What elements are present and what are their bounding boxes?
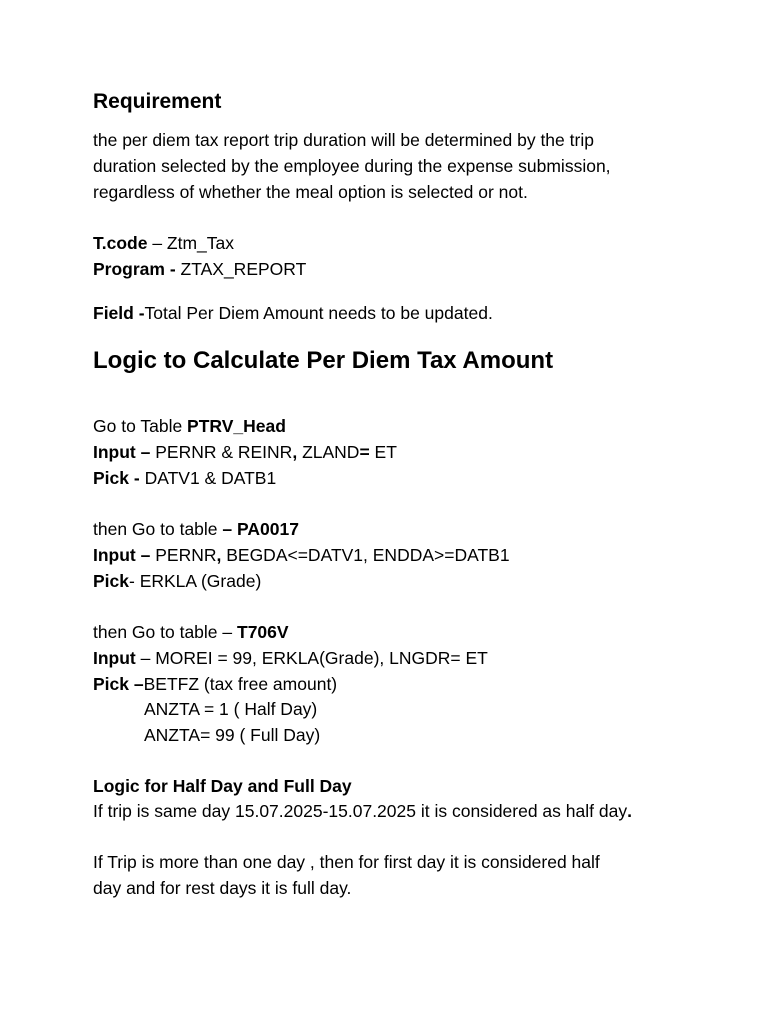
step3-input-line	[93, 647, 488, 669]
step2-table: – PA0017	[222, 519, 299, 539]
requirement-paragraph-line-1: the per diem tax report trip duration will be determined by the trip	[93, 130, 594, 150]
step3-input-value: – MOREI = 99, ERKLA(Grade), LNGDR= ET	[135, 648, 488, 668]
step2-intro-line	[93, 518, 299, 540]
half-full-line-1-text: If trip is same day 15.07.2025-15.07.2025 it is considered as half day	[93, 801, 628, 821]
program-value: ZTAX_REPORT	[175, 259, 307, 279]
step3-table: T706V	[237, 622, 289, 642]
half-full-paragraph-line-2: day and for rest days it is full day.	[93, 878, 352, 898]
field-label: Field -	[93, 303, 145, 323]
tcode-label: T.code	[93, 233, 148, 253]
step1-input-eq: =	[359, 442, 370, 462]
tcode-line	[93, 232, 234, 254]
step2-input-label: Input –	[93, 545, 151, 565]
step2-pick-line	[93, 570, 261, 592]
step1-input-value-c: ET	[369, 442, 397, 462]
step3-intro-line	[93, 621, 289, 643]
step3-input-label: Input	[93, 648, 136, 668]
step1-pick-line	[93, 467, 276, 489]
step1-intro-line	[93, 415, 286, 437]
field-value: Total Per Diem Amount needs to be updated.	[144, 303, 493, 323]
step3-option-full-day: ANZTA= 99 ( Full Day)	[144, 725, 321, 745]
program-label: Program -	[93, 259, 176, 279]
step2-input-line	[93, 544, 510, 566]
half-full-line-1	[93, 800, 632, 822]
step1-input-label: Input –	[93, 442, 151, 462]
field-line	[93, 302, 493, 324]
step1-pick-value: DATV1 & DATB1	[139, 468, 277, 488]
step1-input-value-b: ZLAND	[297, 442, 360, 462]
half-full-heading: Logic for Half Day and Full Day	[93, 776, 352, 796]
step1-input-line	[93, 441, 397, 463]
step2-input-value-a: PERNR	[150, 545, 217, 565]
step3-intro: then Go to table –	[93, 622, 237, 642]
logic-heading: Logic to Calculate Per Diem Tax Amount	[93, 347, 554, 374]
requirement-paragraph-line-3: regardless of whether the meal option is selected or not.	[93, 182, 528, 202]
step1-intro: Go to Table	[93, 416, 188, 436]
half-full-paragraph-line-1: If Trip is more than one day , then for first day it is considered half	[93, 852, 600, 872]
step1-pick-label: Pick -	[93, 468, 140, 488]
step2-pick-value: - ERKLA (Grade)	[129, 571, 262, 591]
step2-input-comma: ,	[216, 545, 222, 565]
step3-pick-label: Pick –	[93, 674, 144, 694]
requirement-paragraph-line-2: duration selected by the employee during the expense submission,	[93, 156, 611, 176]
step1-table: PTRV_Head	[187, 416, 286, 436]
step2-intro: then Go to table	[93, 519, 223, 539]
step2-pick-label: Pick	[93, 571, 129, 591]
requirement-heading: Requirement	[93, 90, 222, 113]
half-full-line-1-end: .	[627, 801, 632, 821]
step1-input-value-a: PERNR & REINR	[150, 442, 293, 462]
step3-pick-value: BETFZ (tax free amount)	[143, 674, 338, 694]
tcode-value: – Ztm_Tax	[147, 233, 235, 253]
step3-option-half-day: ANZTA = 1 ( Half Day)	[144, 699, 318, 719]
program-line	[93, 258, 306, 280]
step3-pick-line	[93, 673, 337, 695]
step2-input-value-b: BEGDA<=DATV1, ENDDA>=DATB1	[221, 545, 510, 565]
step1-input-comma: ,	[292, 442, 298, 462]
